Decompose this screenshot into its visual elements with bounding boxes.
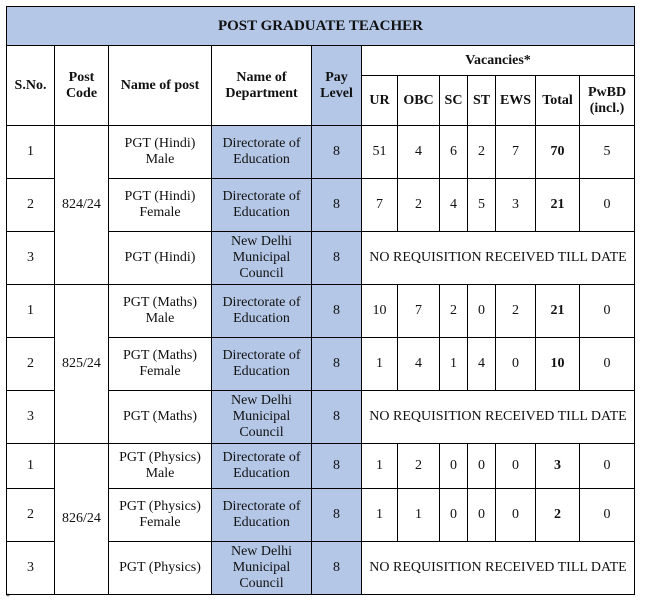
cell-post: PGT (Physics) Female [109, 489, 212, 542]
cell-post: PGT (Physics) Male [109, 444, 212, 489]
cell-ews: 0 [496, 444, 536, 489]
cell-sno: 1 [7, 285, 55, 338]
header-obc: OBC [398, 76, 440, 126]
cell-total: 70 [536, 126, 580, 179]
cell-st: 4 [468, 338, 496, 391]
cell-pay: 8 [312, 338, 362, 391]
cell-post: PGT (Hindi) Male [109, 126, 212, 179]
cell-st: 2 [468, 126, 496, 179]
cell-no-requisition: NO REQUISITION RECEIVED TILL DATE [362, 391, 635, 444]
table-title: POST GRADUATE TEACHER [7, 7, 635, 46]
cell-ews: 0 [496, 338, 536, 391]
cell-dept: Directorate of Education [212, 444, 312, 489]
cell-post: PGT (Hindi) [109, 232, 212, 285]
cell-sno: 2 [7, 179, 55, 232]
header-pwbd: PwBD (incl.) [580, 76, 635, 126]
cell-post: PGT (Maths) [109, 391, 212, 444]
cell-pwbd: 0 [580, 179, 635, 232]
cell-st: 0 [468, 444, 496, 489]
cell-pay: 8 [312, 126, 362, 179]
table-row [7, 285, 635, 338]
cell-dept: Directorate of Education [212, 489, 312, 542]
cell-total: 2 [536, 489, 580, 542]
cell-sno: 2 [7, 338, 55, 391]
cell-ur: 7 [362, 179, 398, 232]
header-post-code: Post Code [55, 46, 109, 126]
header-st: ST [468, 76, 496, 126]
cell-sc: 0 [440, 444, 468, 489]
cell-ur: 51 [362, 126, 398, 179]
cell-ur: 10 [362, 285, 398, 338]
cell-dept: Directorate of Education [212, 285, 312, 338]
cell-post: PGT (Maths) Male [109, 285, 212, 338]
cell-sno: 3 [7, 542, 55, 595]
cell-ews: 0 [496, 489, 536, 542]
header-department: Name of Department [212, 46, 312, 126]
cell-sc: 2 [440, 285, 468, 338]
cell-post-code: 825/24 [55, 285, 109, 444]
cell-pay: 8 [312, 179, 362, 232]
cell-total: 3 [536, 444, 580, 489]
cell-pwbd: 0 [580, 285, 635, 338]
cell-pwbd: 0 [580, 489, 635, 542]
cell-post: PGT (Physics) [109, 542, 212, 595]
cell-post: PGT (Hindi) Female [109, 179, 212, 232]
cell-total: 10 [536, 338, 580, 391]
table-row [7, 126, 635, 179]
cell-sc: 1 [440, 338, 468, 391]
cell-pwbd: 0 [580, 444, 635, 489]
cell-dept: Directorate of Education [212, 126, 312, 179]
cell-ews: 7 [496, 126, 536, 179]
header-ur: UR [362, 76, 398, 126]
cell-no-requisition: NO REQUISITION RECEIVED TILL DATE [362, 232, 635, 285]
cell-sc: 4 [440, 179, 468, 232]
cell-pay: 8 [312, 489, 362, 542]
header-name-of-post: Name of post [109, 46, 212, 126]
header-total: Total [536, 76, 580, 126]
cell-sno: 3 [7, 232, 55, 285]
cell-obc: 4 [398, 126, 440, 179]
cell-pay: 8 [312, 232, 362, 285]
cell-obc: 1 [398, 489, 440, 542]
cell-no-requisition: NO REQUISITION RECEIVED TILL DATE [362, 542, 635, 595]
cell-ur: 1 [362, 444, 398, 489]
cell-post-code: 826/24 [55, 444, 109, 595]
footnote-marker: * [6, 592, 10, 601]
header-ews: EWS [496, 76, 536, 126]
cell-dept: New Delhi Municipal Council [212, 232, 312, 285]
cell-ur: 1 [362, 338, 398, 391]
cell-post: PGT (Maths) Female [109, 338, 212, 391]
cell-st: 0 [468, 285, 496, 338]
cell-post-code: 824/24 [55, 126, 109, 285]
cell-dept: Directorate of Education [212, 338, 312, 391]
cell-obc: 7 [398, 285, 440, 338]
vacancy-table-container [6, 6, 635, 595]
cell-dept: New Delhi Municipal Council [212, 542, 312, 595]
header-pay-level: Pay Level [312, 46, 362, 126]
cell-sno: 1 [7, 126, 55, 179]
cell-ur: 1 [362, 489, 398, 542]
cell-dept: Directorate of Education [212, 179, 312, 232]
header-sc: SC [440, 76, 468, 126]
cell-sno: 2 [7, 489, 55, 542]
cell-pwbd: 0 [580, 338, 635, 391]
cell-pay: 8 [312, 542, 362, 595]
cell-dept: New Delhi Municipal Council [212, 391, 312, 444]
header-sno: S.No. [7, 46, 55, 126]
cell-pay: 8 [312, 444, 362, 489]
cell-sc: 6 [440, 126, 468, 179]
cell-total: 21 [536, 179, 580, 232]
cell-st: 0 [468, 489, 496, 542]
cell-total: 21 [536, 285, 580, 338]
vacancy-table [6, 6, 635, 595]
cell-pay: 8 [312, 285, 362, 338]
cell-obc: 4 [398, 338, 440, 391]
cell-obc: 2 [398, 444, 440, 489]
cell-ews: 3 [496, 179, 536, 232]
cell-pay: 8 [312, 391, 362, 444]
cell-sno: 1 [7, 444, 55, 489]
header-vacancies: Vacancies* [362, 46, 635, 76]
cell-sno: 3 [7, 391, 55, 444]
cell-st: 5 [468, 179, 496, 232]
cell-obc: 2 [398, 179, 440, 232]
cell-sc: 0 [440, 489, 468, 542]
cell-pwbd: 5 [580, 126, 635, 179]
cell-ews: 2 [496, 285, 536, 338]
table-row [7, 444, 635, 489]
